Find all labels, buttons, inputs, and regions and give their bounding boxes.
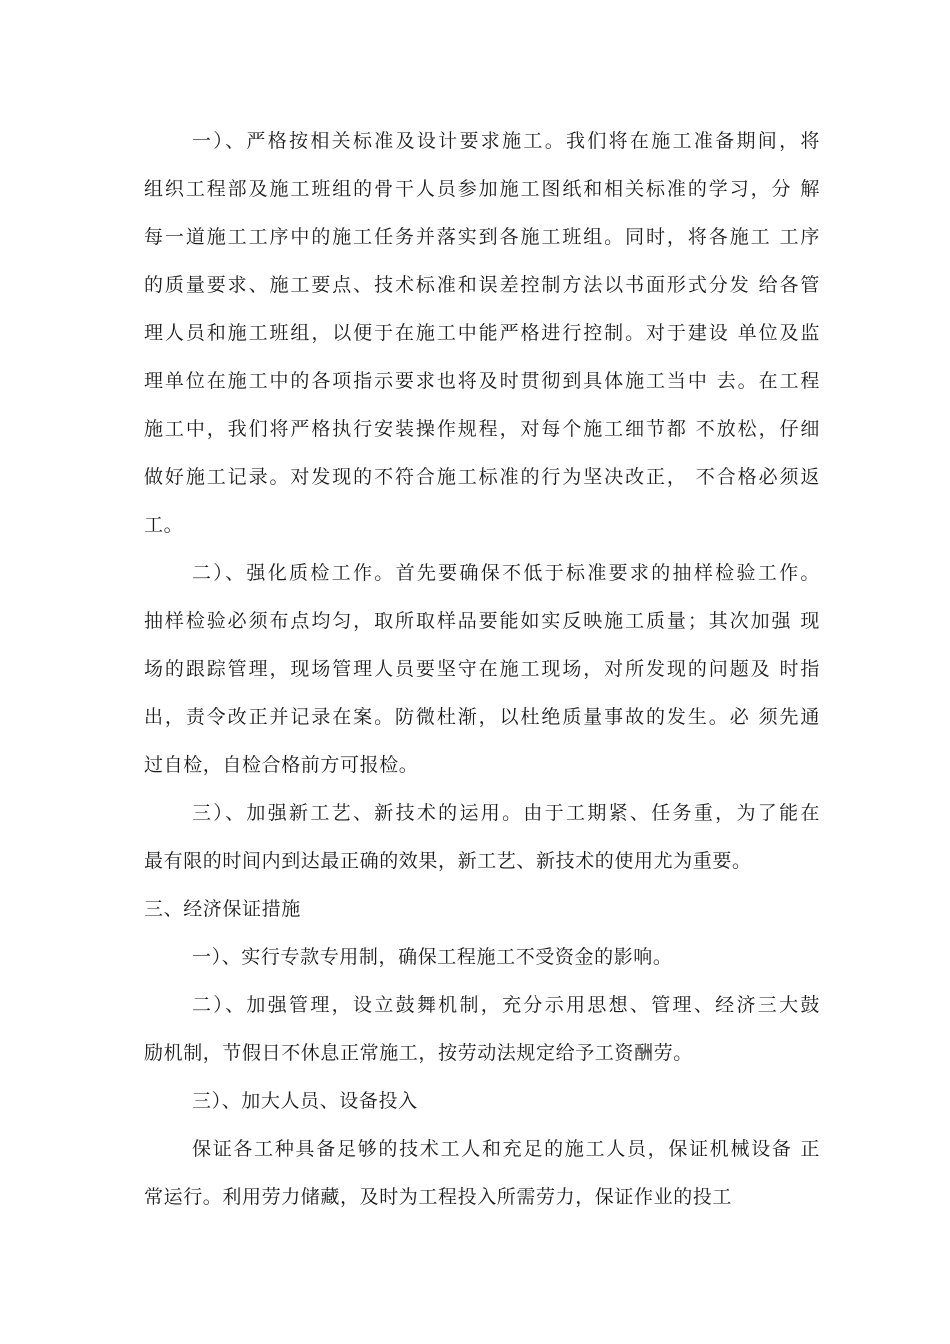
text-line: 抽样检验必须布点均匀，取所取样品要能如实反映施工质量；其次加强 现 [144, 610, 820, 632]
text-line: 的质量要求、施工要点、技术标准和误差控制方法以书面形式分发 给各管 [144, 274, 820, 296]
text-line: 每一道施工工序中的施工任务并落实到各施工班组。同时，将各施工 工序 [144, 226, 820, 248]
section-heading: 三、经济保证措施 [144, 898, 301, 920]
text-line: 二）、加强管理，设立鼓舞机制，充分示用思想、管理、经济三大鼓 [192, 994, 820, 1016]
document-body [144, 117, 820, 1221]
text-line: 组织工程部及施工班组的骨干人员参加施工图纸和相关标准的学习，分 解 [144, 178, 820, 200]
text-line: 保证各工种具备足够的技术工人和充足的施工人员，保证机械设备 正 [192, 1138, 820, 1160]
text-line: 过自检，自检合格前方可报检。 [144, 754, 419, 776]
text-line: 常运行。利用劳力储藏，及时为工程投入所需劳力，保证作业的投工 [144, 1186, 733, 1208]
text-line: 最有限的时间内到达最正确的效果，新工艺、新技术的使用尤为重要。 [144, 850, 752, 872]
text-line: 理人员和施工班组，以便于在施工中能严格进行控制。对于建设 单位及监 [144, 322, 820, 344]
text-line: 励机制，节假日不休息正常施工，按劳动法规定给予工资酬劳。 [144, 1042, 693, 1064]
text-line: 一）、实行专款专用制，确保工程施工不受资金的影响。 [192, 946, 673, 968]
text-line: 二）、强化质检工作。首先要确保不低于标准要求的抽样检验工作。 [192, 562, 820, 584]
text-line: 场的跟踪管理，现场管理人员要坚守在施工现场，对所发现的问题及 时指 [144, 658, 820, 680]
text-line: 出，责令改正并记录在案。防微杜渐，以杜绝质量事故的发生。必 须先通 [144, 706, 820, 728]
text-line: 一）、严格按相关标准及设计要求施工。我们将在施工准备期间，将 [192, 130, 820, 152]
text-line: 理单位在施工中的各项指示要求也将及时贯彻到具体施工当中 去。在工程 [144, 370, 820, 392]
text-line: 三）、加大人员、设备投入 [192, 1090, 418, 1112]
text-line: 做好施工记录。对发现的不符合施工标准的行为坚决改正， 不合格必须返 [144, 466, 820, 488]
text-line: 施工中，我们将严格执行安装操作规程，对每个施工细节都 不放松，仔细 [144, 418, 820, 440]
text-line: 三）、加强新工艺、新技术的运用。由于工期紧、任务重，为了能在 [192, 802, 820, 824]
text-line: 工。 [144, 514, 184, 536]
